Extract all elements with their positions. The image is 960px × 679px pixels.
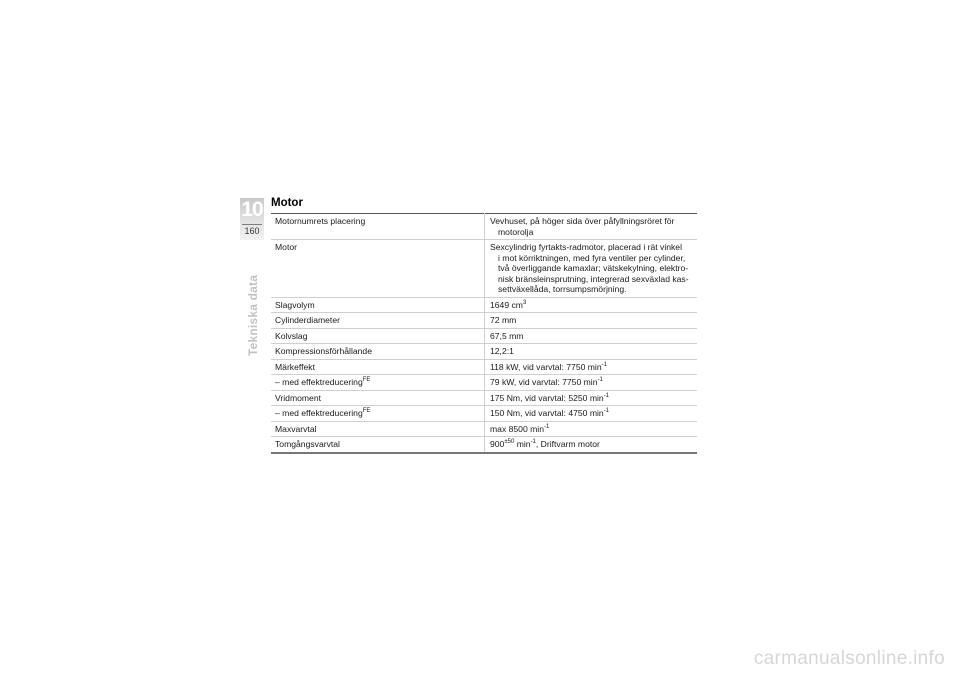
- section-side-title: Tekniska data: [246, 274, 260, 356]
- page-number: 160: [244, 226, 260, 236]
- spec-label: Vridmoment: [271, 390, 485, 406]
- spec-label: Motornumrets placering: [271, 214, 485, 240]
- spec-label: Tomgångsvarvtal: [271, 437, 485, 453]
- spec-label: Kompressionsförhållande: [271, 344, 485, 360]
- spec-label: – med effektreducering$^{FE}$: [271, 375, 485, 391]
- chapter-number: 10: [241, 198, 263, 221]
- spec-row: [271, 437, 697, 453]
- spec-value: 72 mm: [485, 313, 698, 329]
- spec-value: 67,5 mm: [485, 328, 698, 344]
- spec-row: [271, 313, 697, 329]
- spec-value: 175 Nm, vid varvtal: 5250 $\min^{-1}$: [485, 390, 698, 406]
- spec-row: [271, 297, 697, 313]
- spec-row: [271, 390, 697, 406]
- watermark: carmanualsonline.info: [753, 648, 945, 669]
- spec-label: Motor: [271, 240, 485, 298]
- section-title: Motor: [271, 197, 303, 209]
- chapter-divider: [242, 224, 262, 225]
- spec-row: [271, 421, 697, 437]
- spec-value: 12,2:1: [485, 344, 698, 360]
- spec-value: 1649 $cm^3$: [485, 297, 698, 313]
- spec-value: 79 kW, vid varvtal: 7750 $\min^{-1}$: [485, 375, 698, 391]
- spec-row: [271, 375, 697, 391]
- spec-row: [271, 359, 697, 375]
- spec-label: Kolvslag: [271, 328, 485, 344]
- spec-label: Märkeffekt: [271, 359, 485, 375]
- spec-label: – med effektreducering$^{FE}$: [271, 406, 485, 422]
- spec-value: $900^{\pm 50}$ $\min^{-1}$, Driftvarm motor: [485, 437, 698, 453]
- spec-row: [271, 406, 697, 422]
- spec-row: [271, 328, 697, 344]
- spec-value: Vevhuset, på höger sida över påfyllningsröret för motorolja: [485, 214, 698, 240]
- spec-row: [271, 344, 697, 360]
- spec-value: max 8500 $\min^{-1}$: [485, 421, 698, 437]
- spec-table: [271, 213, 697, 454]
- spec-label: Maxvarvtal: [271, 421, 485, 437]
- spec-label: Slagvolym: [271, 297, 485, 313]
- spec-value: 150 Nm, vid varvtal: 4750 $\min^{-1}$: [485, 406, 698, 422]
- spec-row: [271, 240, 697, 298]
- spec-value: Sexcylindrig fyrtakts-radmotor, placerad i rät vinkel i mot körriktningen, med fyra ventiler per cylinder, två överliggande kamaxlar; vätskekylning, elektro- nisk bränsleinsprutning, integrerad sexväxlad kas- settväxellåda, torrsumpsmörjning.: [485, 240, 698, 298]
- spec-row: [271, 214, 697, 240]
- spec-label: Cylinderdiameter: [271, 313, 485, 329]
- spec-value: 118 kW, vid varvtal: 7750 $\min^{-1}$: [485, 359, 698, 375]
